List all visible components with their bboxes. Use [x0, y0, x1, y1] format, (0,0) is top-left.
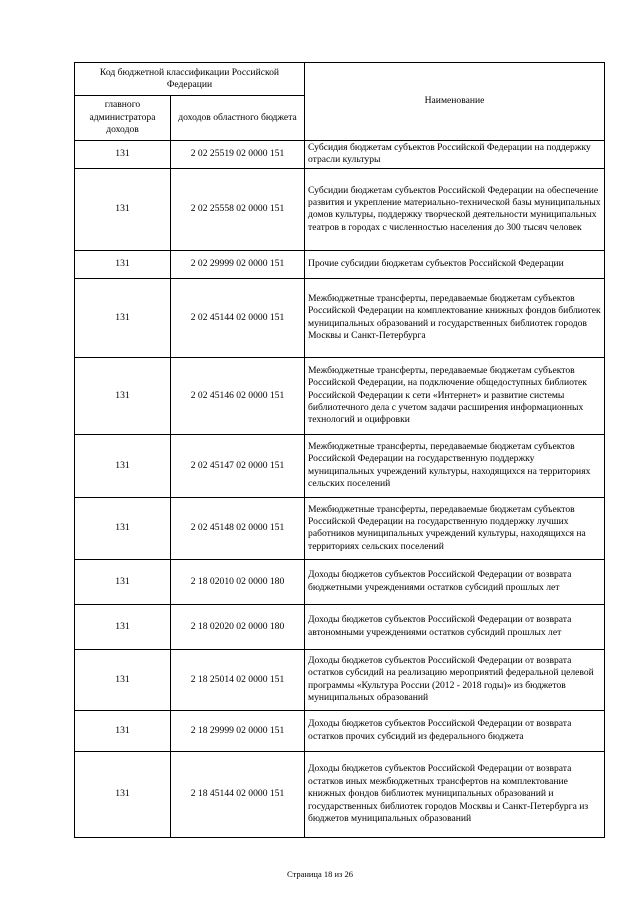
admin-code-cell: 131: [75, 710, 171, 751]
table-row: [75, 278, 605, 357]
table-row: [75, 434, 605, 497]
income-code-cell: 2 18 45144 02 0000 151: [171, 751, 305, 837]
income-code-cell: 2 02 45147 02 0000 151: [171, 434, 305, 497]
header-classification-code: Код бюджетной классификации Российской Федерации: [75, 63, 305, 96]
name-cell: Межбюджетные трансферты, передаваемые бюджетам субъектов Российской Федерации на государственную поддержку муниципальных учреждений культуры, находящихся на территориях сельских поселений: [305, 434, 605, 497]
table-row: [75, 497, 605, 559]
table-row: [75, 649, 605, 710]
admin-code-cell: 131: [75, 250, 171, 278]
name-cell: Субсидия бюджетам субъектов Российской Федерации на поддержку отрасли культуры: [305, 141, 605, 169]
header-admin-code: главного администратора доходов: [75, 96, 171, 141]
table-row: [75, 751, 605, 837]
table-row: [75, 710, 605, 751]
table-body: [75, 141, 605, 838]
admin-code-cell: 131: [75, 497, 171, 559]
name-cell: Доходы бюджетов субъектов Российской Федерации от возврата автономными учреждениями остатков субсидий прошлых лет: [305, 604, 605, 649]
name-cell: Доходы бюджетов субъектов Российской Федерации от возврата остатков иных межбюджетных трансфертов на комплектование книжных фондов библиотек муниципальных образований и государственных библиотек городов Москвы и Санкт-Петербурга из бюджетов муниципальных образований: [305, 751, 605, 837]
admin-code-cell: 131: [75, 168, 171, 250]
admin-code-cell: 131: [75, 559, 171, 604]
income-code-cell: 2 02 25519 02 0000 151: [171, 141, 305, 169]
income-code-cell: 2 02 29999 02 0000 151: [171, 250, 305, 278]
admin-code-cell: 131: [75, 604, 171, 649]
admin-code-cell: 131: [75, 278, 171, 357]
header-income-code: доходов областного бюджета: [171, 96, 305, 141]
income-code-cell: 2 18 29999 02 0000 151: [171, 710, 305, 751]
admin-code-cell: 131: [75, 141, 171, 169]
income-code-cell: 2 02 45144 02 0000 151: [171, 278, 305, 357]
admin-code-cell: 131: [75, 434, 171, 497]
income-code-cell: 2 18 25014 02 0000 151: [171, 649, 305, 710]
name-cell: Межбюджетные трансферты, передаваемые бюджетам субъектов Российской Федерации на комплектование книжных фондов библиотек муниципальных образований и государственных библиотек городов Москвы и Санкт-Петербурга: [305, 278, 605, 357]
name-cell: Субсидии бюджетам субъектов Российской Федерации на обеспечение развития и укрепление материально-технической базы муниципальных домов культуры, поддержку творческой деятельности муниципальных театров в городах с численностью населения до 300 тысяч человек: [305, 168, 605, 250]
income-code-cell: 2 02 45146 02 0000 151: [171, 357, 305, 434]
table-row: [75, 250, 605, 278]
page-number: Страница 18 из 26: [286, 869, 354, 879]
income-code-cell: 2 18 02010 02 0000 180: [171, 559, 305, 604]
name-cell: Межбюджетные трансферты, передаваемые бюджетам субъектов Российской Федерации, на подключение общедоступных библиотек Российской Федерации к сети «Интернет» и развитие системы библиотечного дела с учетом задачи расширения информационных технологий и оцифровки: [305, 357, 605, 434]
table-row: [75, 604, 605, 649]
income-code-cell: 2 02 25558 02 0000 151: [171, 168, 305, 250]
table-row: [75, 357, 605, 434]
name-cell: Межбюджетные трансферты, передаваемые бюджетам субъектов Российской Федерации на государственную поддержку лучших работников муниципальных учреждений культуры, находящихся на территориях сельских поселений: [305, 497, 605, 559]
admin-code-cell: 131: [75, 751, 171, 837]
name-cell: Доходы бюджетов субъектов Российской Федерации от возврата остатков прочих субсидий из федерального бюджета: [305, 710, 605, 751]
name-cell: Доходы бюджетов субъектов Российской Федерации от возврата остатков субсидий на реализацию мероприятий федеральной целевой программы «Культура России (2012 - 2018 годы)» из бюджетов муниципальных образований: [305, 649, 605, 710]
name-cell: Доходы бюджетов субъектов Российской Федерации от возврата бюджетными учреждениями остатков субсидий прошлых лет: [305, 559, 605, 604]
admin-code-cell: 131: [75, 649, 171, 710]
income-code-cell: 2 18 02020 02 0000 180: [171, 604, 305, 649]
table-row: [75, 559, 605, 604]
admin-code-cell: 131: [75, 357, 171, 434]
table-row: [75, 141, 605, 169]
name-cell: Прочие субсидии бюджетам субъектов Российской Федерации: [305, 250, 605, 278]
header-name: Наименование: [305, 63, 605, 141]
budget-classification-table: [74, 62, 605, 838]
income-code-cell: 2 02 45148 02 0000 151: [171, 497, 305, 559]
table-row: [75, 168, 605, 250]
